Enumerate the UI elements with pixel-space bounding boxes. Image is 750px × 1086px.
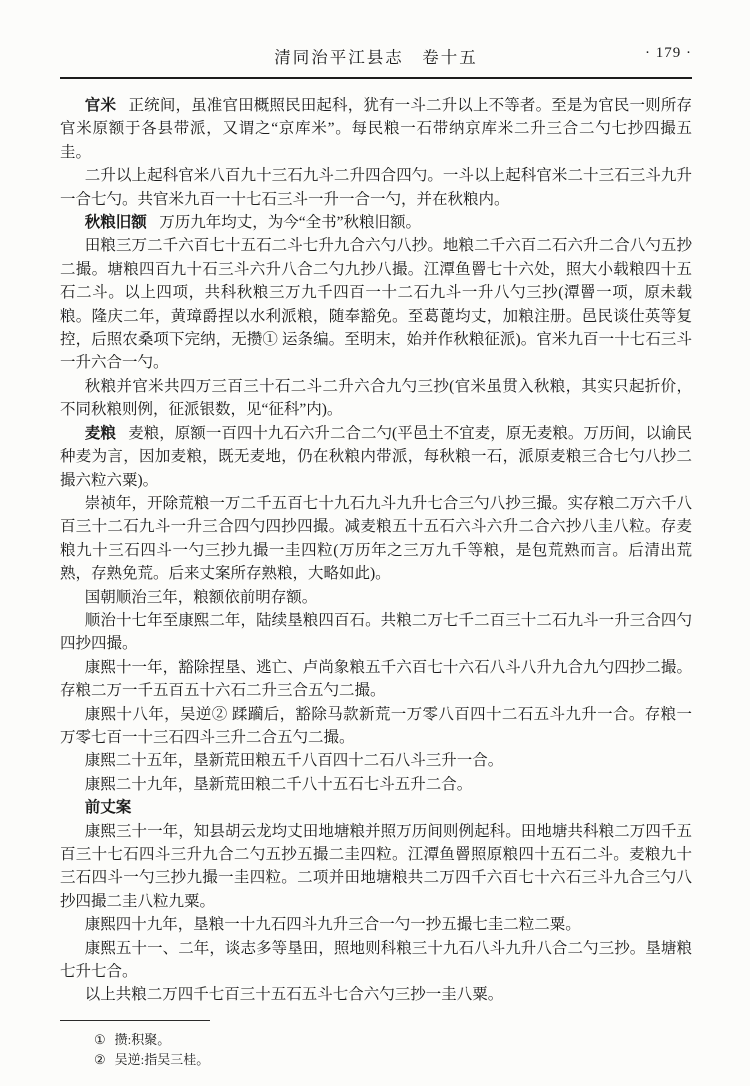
- paragraph: [60, 375, 692, 422]
- paragraph-text: 以上共粮二万四千七百三十五石五斗七合六勺三抄一圭八粟。: [84, 986, 504, 1004]
- page-title: 清同治平江县志 卷十五: [274, 48, 478, 67]
- paragraph: [60, 609, 692, 656]
- paragraph: [60, 234, 692, 374]
- paragraph: [60, 913, 692, 936]
- paragraph-guanmi: [60, 94, 692, 164]
- footnote-2: [94, 1050, 692, 1070]
- paragraph: [60, 586, 692, 609]
- paragraph-text: 二升以上起科官米八百九十三石九斗二升四合四勺。一斗以上起科官米二十三石三斗九升一合七勺。共官米九百一十七石三斗一升一合一勺，并在秋粮内。: [60, 167, 692, 208]
- paragraph: [60, 773, 692, 796]
- paragraph-text: 秋粮并官米共四万三百三十石二斗二升六合九勺三抄(官米虽贯入秋粮，其实只起折价，不同秋粮则例，征派银数，见“征科”内)。: [60, 377, 692, 419]
- footnote-rule: [60, 1020, 210, 1021]
- footnote-1: [94, 1030, 692, 1050]
- section-heading-mailiang: 麦粮: [84, 424, 116, 442]
- paragraph-text: 田粮三万二千六百七十五石二斗七升九合六勺八抄。地粮二千六百二石六升二合八勺五抄二撮。塘粮四百九十石三斗六升八合二勺九抄八撮。江潭鱼罾七十六处，照大小载粮四十五石二斗。以上四项，共科秋粮三万九千四百一十二石九斗一升八勺三抄(潭罾一项，原未载粮。隆庆二年，黄璋爵捏以水利派粮，随奉豁免。至葛蓖均丈，加粮注册。邑民谈仕英等复控，后照农桑项下完纳，无攒① 运条编。至明末，始并作秋粮征派)。官米九百一十七石三斗一升六合一勺。: [60, 237, 692, 372]
- paragraph: [60, 937, 692, 984]
- paragraph-text: 康熙十八年，吴逆② 蹂躏后，豁除马款新荒一万零八百四十二石五斗九升一合。存粮一万零七百一十三石四斗三升二合五勺二撮。: [60, 705, 692, 746]
- paragraph-text: 康熙三十一年，知县胡云龙均丈田地塘粮并照万历间则例起科。田地塘共科粮二万四千五百三十七石四斗三升九合二勺五抄五撮二圭四粒。江潭鱼罾照原粮四十五石二斗。麦粮九十三石四斗一勺三抄九撮一圭四粒。二项并田地塘粮共二万四千六百七十六石三斗九合三勺八抄四撮二圭八粒九粟。: [60, 822, 692, 910]
- paragraph: [60, 703, 692, 750]
- footnote-2-marker: ②: [94, 1051, 106, 1067]
- paragraph-mailiang: [60, 422, 692, 492]
- paragraph-text: 康熙二十五年，垦新荒田粮五千八百四十二石八斗三升一合。: [84, 752, 504, 770]
- footnote-2-text: 吴逆:指吴三桂。: [114, 1051, 210, 1067]
- footnote-1-text: 攒:积聚。: [114, 1031, 171, 1047]
- paragraph-text: 康熙五十一、二年，谈志多等垦田，照地则科粮三十九石八斗九升八合二勺三抄。垦塘粮七升七合。: [60, 939, 692, 981]
- section-heading-qianzhangan: 前丈案: [84, 799, 132, 817]
- paragraph: [60, 820, 692, 914]
- paragraph: [60, 164, 692, 211]
- section-heading-guanmi: 官米: [84, 97, 117, 114]
- paragraph-text: 国朝顺治三年，粮额依前明存额。: [84, 588, 318, 606]
- paragraph-text: 正统间，虽准官田概照民田起科，犹有一斗二升以上不等者。至是为官民一则所存官米原额于各县带派，又谓之“京库米”。每民粮一石带纳京库米二升三合二勺七抄四撮五圭。: [60, 97, 692, 161]
- paragraph: [60, 983, 692, 1006]
- paragraph: [60, 656, 692, 703]
- footnote-area: [60, 1020, 692, 1070]
- paragraph: [60, 749, 692, 772]
- paragraph-text: 万历九年均丈，为今“全书”秋粮旧额。: [159, 214, 421, 232]
- paragraph-text: 崇祯年，开除荒粮一万二千五百七十九石九斗九升七合三勺八抄三撮。实存粮二万六千八百三十二石九斗一升三合四勺四抄四撮。减麦粮五十五石六斗六升二合六抄八圭八粒。存麦粮九十三石四斗一勺三抄九撮一圭四粒(万历年之三万九千等粮，是包荒熟而言。后清出荒熟，存熟免荒。后来丈案所存熟粮，大略如此)。: [60, 494, 692, 583]
- header-rule: [60, 77, 692, 79]
- footnote-1-marker: ①: [94, 1031, 106, 1047]
- paragraph-text: 康熙四十九年，垦粮一十九石四斗九升三合一勺一抄五撮七圭二粒二粟。: [84, 916, 581, 934]
- paragraph-text: 顺治十七年至康熙二年，陆续垦粮四百石。共粮二万七千二百三十二石九斗一升三合四勺四抄四撮。: [60, 611, 692, 653]
- footnote-list: [60, 1030, 692, 1070]
- paragraph-qiuliang-jiue: [60, 211, 692, 234]
- document-body: [60, 94, 692, 1007]
- paragraph-text: 康熙十一年，豁除捏垦、逃亡、卢尚象粮五千六百七十六石八斗八升九合九勺四抄二撮。存粮二万一千五百五十六石二升三合五勺二撮。: [60, 658, 692, 700]
- paragraph: [60, 492, 692, 586]
- section-heading-qiuliang-jiue: 秋粮旧额: [84, 214, 147, 232]
- paragraph-qianzhangan: [60, 796, 692, 819]
- paragraph-text: 麦粮，原额一百四十九石六升二合二勺(平邑土不宜麦，原无麦粮。万历间，以谕民种麦为言，因加麦粮，既无麦地，仍在秋粮内带派，每秋粮一石，派原麦粮三合七勺八抄二撮六粒六粟)。: [60, 424, 692, 489]
- page-header: [60, 44, 692, 68]
- paragraph-text: 康熙二十九年，垦新荒田粮二千八十五石七斗五升二合。: [84, 775, 473, 793]
- page-number: · 179 ·: [645, 45, 692, 61]
